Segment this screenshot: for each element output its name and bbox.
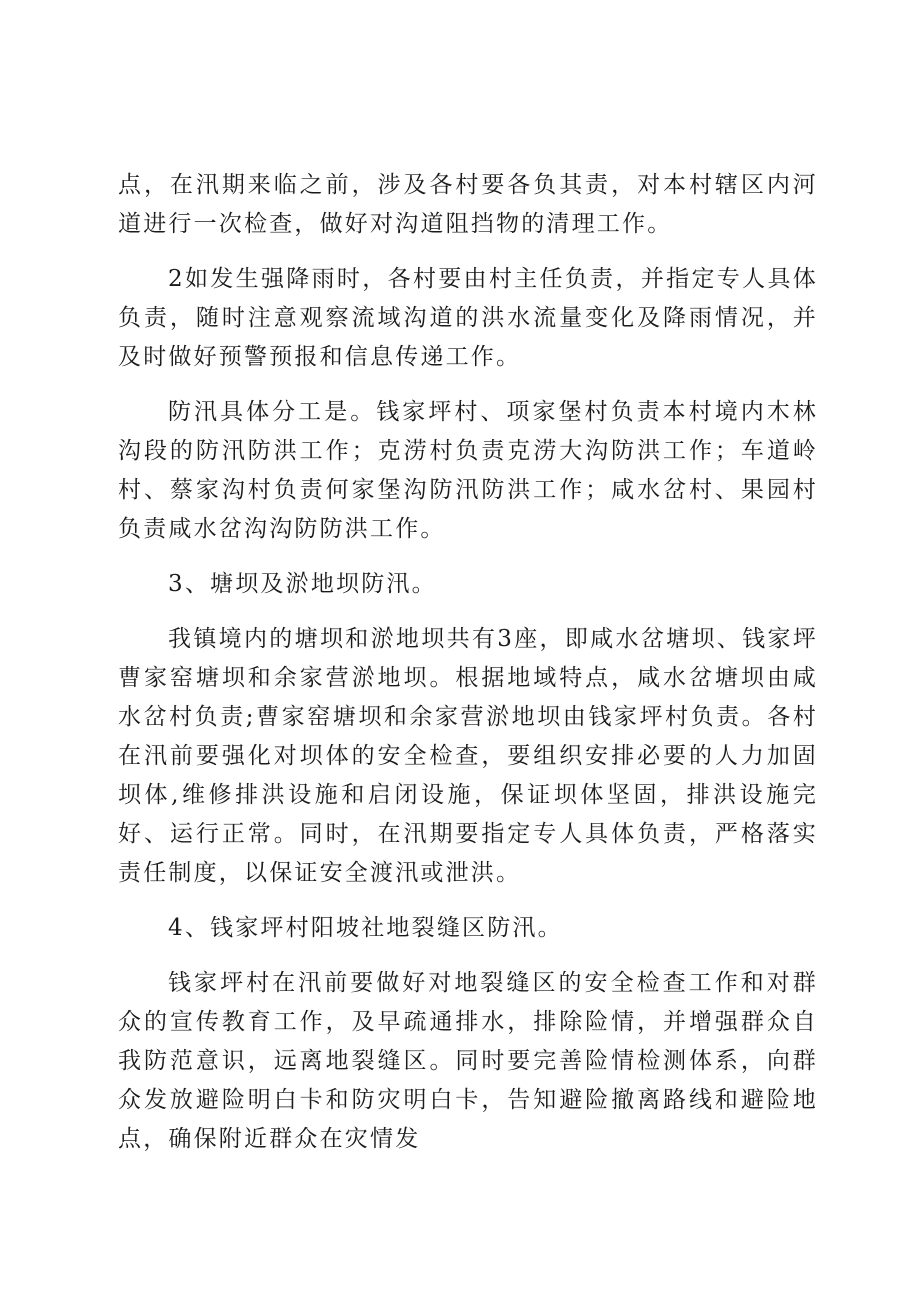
section-heading-3: 3、塘坝及淤地坝防汛。: [168, 571, 437, 597]
paragraph-division-of-duties: 防汛具体分工是。钱家坪村、项家堡村负责本村境内木林沟段的防汛防洪工作；克涝村负责克涝大沟防洪工作；车道岭村、蔡家沟村负责何家堡沟防汛防洪工作；咸水岔村、果园村负责咸水岔沟沟防防洪工作。: [118, 399, 818, 542]
paragraph-ground-fissures: 钱家坪村在汛前要做好对地裂缝区的安全检查工作和对群众的宣传教育工作，及早疏通排水，排除险情，并增强群众自我防范意识，远离地裂缝区。同时要完善险情检测体系，向群众发放避险明白卡和防灾明白卡，告知避险撤离路线和避险地点，确保附近群众在灾情发: [118, 970, 818, 1152]
section-heading-4: 4、钱家坪村阳坡社地裂缝区防汛。: [168, 915, 563, 941]
paragraph-item-2: 2如发生强降雨时，各村要由村主任负责，并指定专人具体负责，随时注意观察流域沟道的洪水流量变化及降雨情况，并及时做好预警预报和信息传递工作。: [118, 266, 818, 370]
document-body: [118, 166, 818, 1175]
paragraph-dams: 我镇境内的塘坝和淤地坝共有3座，即咸水岔塘坝、钱家坪曹家窑塘坝和余家营淤地坝。根据地域特点，咸水岔塘坝由咸水岔村负责;曹家窑塘坝和余家营淤地坝由钱家坪村负责。各村在汛前要强化对坝体的安全检查，要组织安排必要的人力加固坝体,维修排洪设施和启闭设施，保证坝体坚固，排洪设施完好、运行正常。同时，在汛期要指定专人具体负责，严格落实责任制度，以保证安全渡汛或泄洪。: [118, 626, 818, 886]
paragraph-continuation: 点，在汛期来临之前，涉及各村要各负其责，对本村辖区内河道进行一次检查，做好对沟道阻挡物的清理工作。: [118, 172, 818, 237]
